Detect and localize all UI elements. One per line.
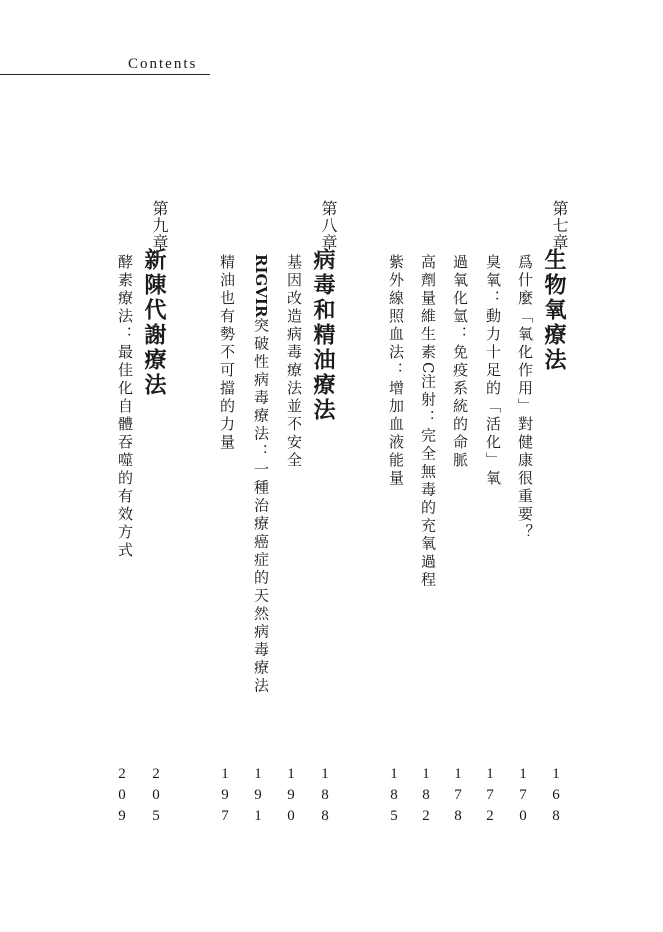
chapter-7-title: 生物氧療法 — [541, 248, 567, 373]
page-number: 191 — [250, 766, 266, 829]
toc-entry[interactable] — [409, 254, 435, 589]
toc-entry[interactable] — [242, 254, 268, 695]
toc-entry[interactable]: 精油也有勢不可擋的力量 — [218, 254, 236, 452]
chapter-9-label: 第九章 — [150, 200, 169, 251]
entry-text-latin: RIGVIR — [252, 254, 270, 318]
page-number: 185 — [386, 766, 402, 829]
page-number: 205 — [148, 766, 164, 829]
page-number: 209 — [114, 766, 130, 829]
entry-text-part: 突破性病毒療法：一種治療癌症的天然病毒療法 — [252, 317, 270, 696]
page-number: 197 — [217, 766, 233, 829]
toc-entry[interactable]: 酵素療法：最佳化自體吞噬的有效方式 — [116, 254, 134, 560]
toc-entry[interactable]: 基因改造病毒療法並不安全 — [285, 254, 303, 470]
header-rule — [0, 74, 210, 75]
page-number: 172 — [482, 766, 498, 829]
page-number: 168 — [548, 766, 564, 829]
chapter-9-title: 新陳代謝療法 — [141, 248, 167, 398]
entry-text-latin: C — [419, 362, 437, 374]
toc-entry[interactable]: 爲什麼「氧化作用」對健康很重要？ — [516, 254, 534, 542]
page-number: 178 — [450, 766, 466, 829]
toc-entry[interactable]: 紫外線照血法：增加血液能量 — [387, 254, 405, 488]
page-header-title: Contents — [128, 56, 198, 72]
chapter-8-title: 病毒和精油療法 — [310, 248, 336, 423]
chapter-7-label: 第七章 — [550, 200, 569, 251]
page-number: 182 — [418, 766, 434, 829]
entry-text-part: 注射：完全無毒的充氧過程 — [419, 373, 437, 590]
toc-entry[interactable]: 臭氧：動力十足的「活化」氧 — [484, 254, 502, 488]
page-number: 170 — [515, 766, 531, 829]
page-number: 188 — [317, 766, 333, 829]
entry-text-part: 高劑量維生素 — [419, 254, 437, 362]
page-number: 190 — [283, 766, 299, 829]
chapter-8-label: 第八章 — [319, 200, 338, 251]
toc-entry[interactable]: 過氧化氫：免疫系統的命脈 — [451, 254, 469, 470]
